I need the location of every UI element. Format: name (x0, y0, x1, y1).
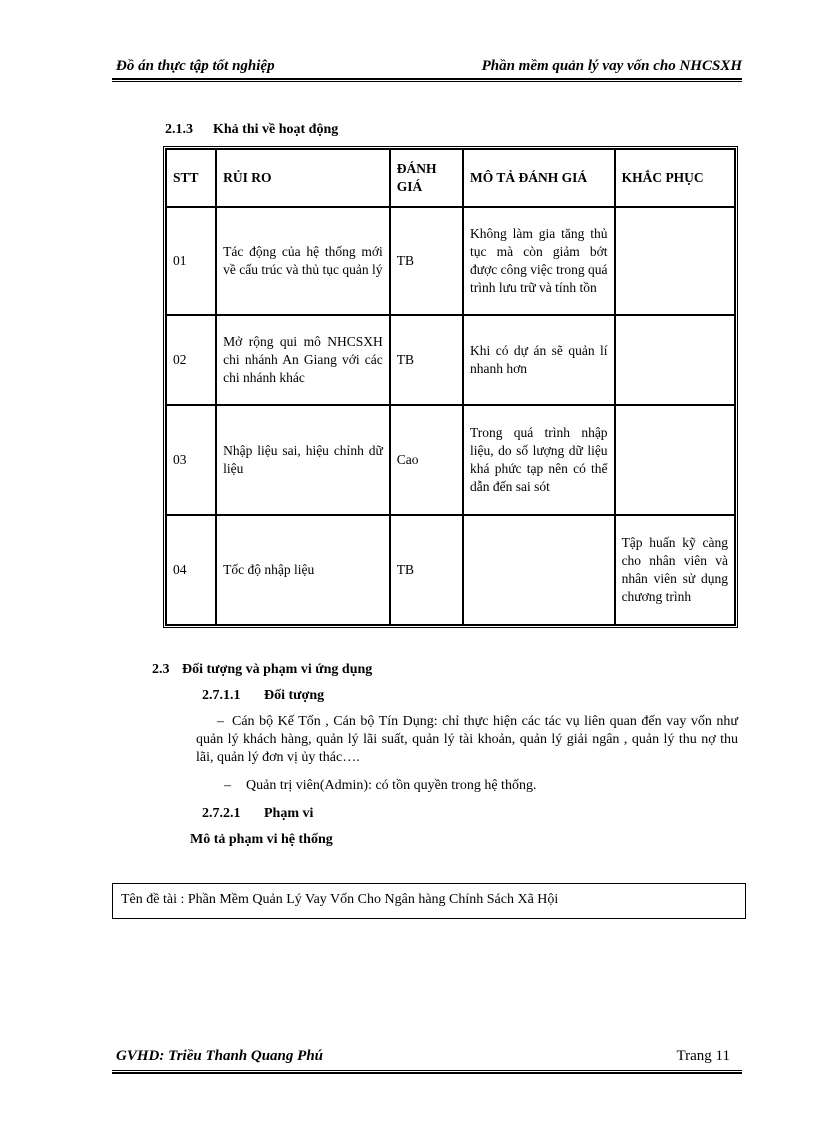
header-rating: ĐÁNH GIÁ (390, 149, 463, 207)
cell-stt: 03 (166, 405, 216, 515)
footer-rule (112, 1070, 742, 1074)
footer-page-number: Trang 11 (676, 1048, 730, 1064)
cell-description: Khi có dự án sẽ quản lí nhanh hơn (463, 315, 615, 405)
bullet-dash: – (224, 778, 231, 793)
bullet-staff-roles (196, 713, 738, 767)
scope-heading: Mô tả phạm vi hệ thống (190, 832, 333, 847)
header-description: MÔ TẢ ĐÁNH GIÁ (463, 149, 615, 207)
section-title: Khả thi về hoạt động (213, 122, 339, 137)
bullet-text: Quản trị viên(Admin): có tồn quyền trong hệ thống. (246, 778, 537, 793)
section-title: Đối tượng và phạm vi ứng dụng (182, 662, 373, 677)
table-row (166, 315, 735, 405)
cell-remedy (615, 207, 735, 315)
cell-remedy (615, 405, 735, 515)
cell-rating: TB (390, 207, 463, 315)
cell-stt: 01 (166, 207, 216, 315)
section-heading-2-1-3 (165, 122, 338, 138)
section-number: 2.1.3 (165, 122, 193, 137)
table-row (166, 207, 735, 315)
header-right-title: Phần mềm quản lý vay vốn cho NHCSXH (481, 58, 742, 74)
cell-risk: Tác động của hệ thống mới về cấu trúc và thủ tục quản lý (216, 207, 390, 315)
header-remedy: KHẮC PHỤC (615, 149, 735, 207)
project-title-box: Tên đề tài : Phần Mềm Quản Lý Vay Vốn Cho Ngân hàng Chính Sách Xã Hội (112, 883, 746, 919)
table-row (166, 515, 735, 625)
bullet-dash: – (217, 714, 224, 729)
footer-advisor: GVHD: Triều Thanh Quang Phú (116, 1048, 323, 1064)
bullet-text: Cán bộ Kế Tốn , Cán bộ Tín Dụng: chỉ thực hiện các tác vụ liên quan đến vay vốn như quản lý khách hàng, quản lý lãi suất, quản lý tài khoản, quản lý giải ngân , quản lý thu nợ thu lãi, quản lý đơn vị ủy thác…. (196, 714, 738, 765)
section-number: 2.7.2.1 (202, 806, 241, 821)
header-stt: STT (166, 149, 216, 207)
risk-table (165, 148, 736, 626)
header-left-title: Đồ án thực tập tốt nghiệp (116, 58, 275, 74)
page-header (112, 58, 742, 80)
cell-description (463, 515, 615, 625)
cell-stt: 04 (166, 515, 216, 625)
header-rule (112, 78, 742, 82)
section-title: Phạm vi (264, 806, 314, 821)
cell-remedy: Tập huấn kỹ càng cho nhân viên và nhân viên sử dụng chương trình (615, 515, 735, 625)
cell-risk: Mở rộng qui mô NHCSXH chi nhánh An Giang với các chi nhánh khác (216, 315, 390, 405)
cell-description: Không làm gia tăng thủ tục mà còn giảm bớt được công việc trong quá trình lưu trữ và tính tồn (463, 207, 615, 315)
section-number: 2.7.1.1 (202, 688, 241, 703)
cell-stt: 02 (166, 315, 216, 405)
cell-remedy (615, 315, 735, 405)
cell-risk: Nhập liệu sai, hiệu chỉnh dữ liệu (216, 405, 390, 515)
header-risk: RỦI RO (216, 149, 390, 207)
table-header-row (166, 149, 735, 207)
section-title: Đối tượng (264, 688, 325, 703)
section-heading-2-3 (152, 662, 372, 678)
section-number: 2.3 (152, 662, 170, 677)
bullet-admin-role (224, 778, 536, 794)
section-heading-2-7-1-1 (202, 688, 324, 704)
cell-risk: Tốc độ nhập liệu (216, 515, 390, 625)
table-row (166, 405, 735, 515)
cell-description: Trong quá trình nhập liệu, do số lượng dữ liệu khá phức tạp nên có thể dẫn đến sai sót (463, 405, 615, 515)
cell-rating: Cao (390, 405, 463, 515)
section-heading-2-7-2-1 (202, 806, 313, 822)
cell-rating: TB (390, 315, 463, 405)
cell-rating: TB (390, 515, 463, 625)
